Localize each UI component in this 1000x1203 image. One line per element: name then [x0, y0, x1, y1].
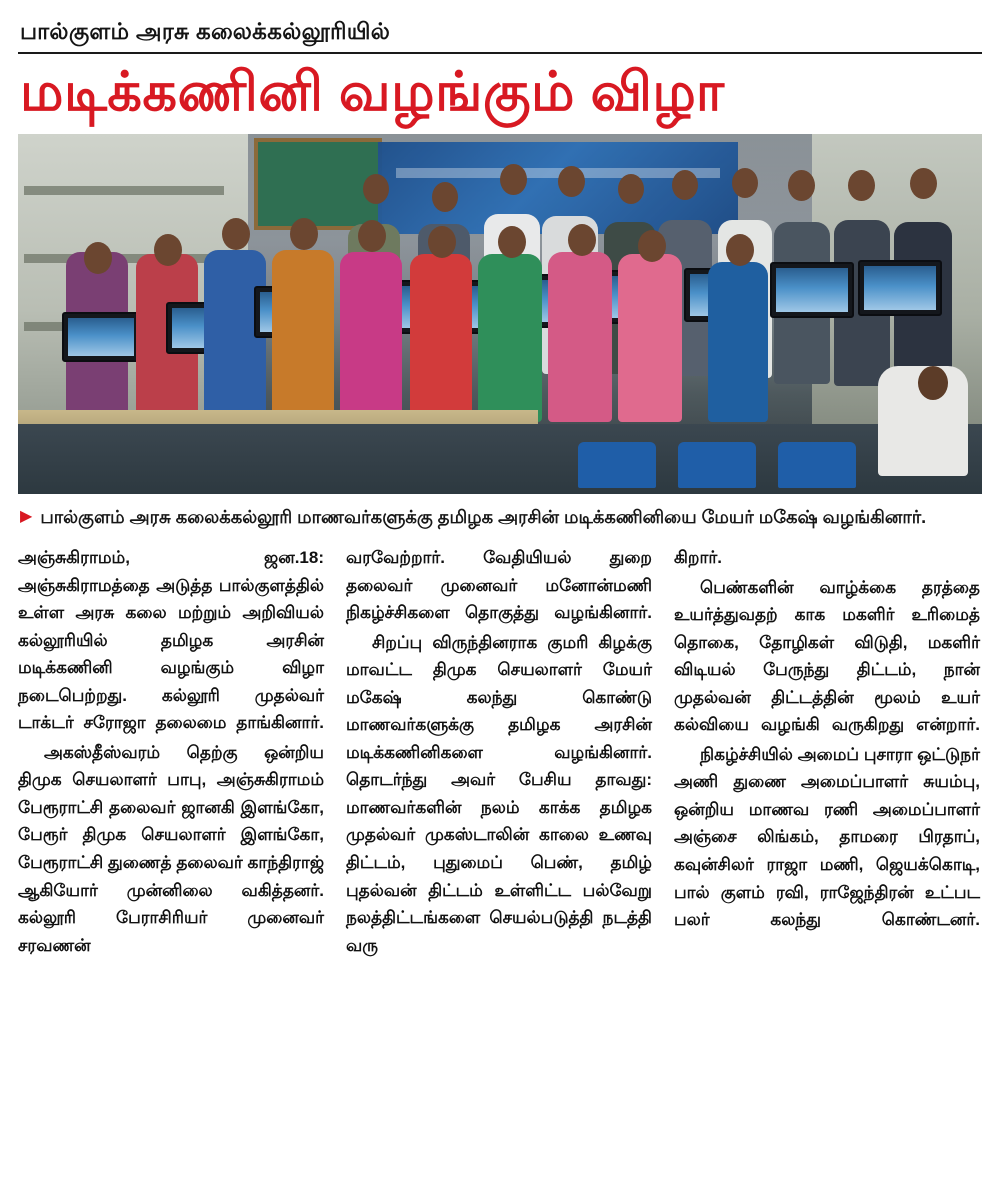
photo-person-head [726, 234, 754, 266]
article-headline: மடிக்கணினி வழங்கும் விழா [20, 61, 725, 122]
photo-person-head [618, 174, 644, 204]
article-dateline: அஞ்சுகிராமம், ஜன.18: [18, 548, 324, 568]
article-paragraph: பெண்களின் வாழ்க்கை தரத்தை உயர்த்துவதற் காக மகளிர் உரிமைத் தொகை, தோழிகள் விடுதி, மகளிர் விடியல் பேருந்து திட்டம், நான் முதல்வன் திட்டத்தின் மூலம் உயர் கல்வியை வழங்கி வருகிறது என்றார். [674, 577, 980, 735]
article-paragraph: கிறார். [674, 548, 722, 568]
photo-person-head [498, 226, 526, 258]
caption-bullet-icon: ▶ [20, 508, 33, 526]
photo-person-head [84, 242, 112, 274]
photo-person-head [788, 170, 815, 201]
article-paragraph: வரவேற்றார். வேதியியல் துறை தலைவர் முனைவர் மனோன்மணி நிகழ்ச்சிகளை தொகுத்து வழங்கினார். [346, 548, 652, 623]
photo-person [410, 254, 472, 422]
photo-person-head [500, 164, 527, 195]
photo-person [340, 252, 402, 422]
photo-chair [578, 442, 656, 488]
article-paragraph: நிகழ்ச்சியில் அமைப் புசாரா ஒட்டுநர் அணி துணை அமைப்பாளர் சுயம்பு, ஒன்றிய மாணவ ரணி அமைப்பாளர் அஞ்சை லிங்கம், தாமரை பிரதாப், கவுன்சிலர் ராஜா மணி, ஜெயக்கொடி, பால் குளம் ரவி, ராஜேந்திரன் உட்பட பலர் கலந்து கொண்டனர். [674, 744, 980, 930]
photo-person-head [290, 218, 318, 250]
article-photo [18, 134, 982, 494]
photo-person [548, 252, 612, 422]
article-kicker: பால்குளம் அரசு கலைக்கல்லூரியில் [20, 18, 391, 44]
article-paragraph: சிறப்பு விருந்தினராக குமரி கிழக்கு மாவட்ட திமுக செயலாளர் மேயர் மகேஷ் கலந்து கொண்டு மாணவர்களுக்கு தமிழக அரசின் மடிக்கணினிகளை வழங்கினார். தொடர்ந்து அவர் பேசிய தாவது: மாணவர்களின் நலம் காக்க தமிழக முதல்வர் முகஸ்டாலின் காலை உணவு திட்டம், புதுமைப் பெண், தமிழ் புதல்வன் திட்டம் உள்ளிட்ட பல்வேறு நலத்திட்டங்களை செயல்படுத்தி நடத்தி வரு [346, 632, 652, 955]
photo-person-head [910, 168, 937, 199]
photo-shelf [24, 186, 224, 195]
photo-person-head [363, 174, 389, 204]
photo-person-head [732, 168, 758, 198]
photo-person [478, 254, 542, 422]
article-column-2 [346, 544, 652, 959]
photo-laptop [770, 262, 854, 318]
article-column-1 [18, 544, 324, 959]
photo-person-head [558, 166, 585, 197]
photo-laptop [858, 260, 942, 316]
article-body [18, 544, 982, 959]
photo-person-head [672, 170, 698, 200]
photo-person-head [154, 234, 182, 266]
photo-laptop [62, 312, 140, 362]
header-divider [18, 52, 982, 54]
photo-person-head [568, 224, 596, 256]
photo-person [272, 250, 334, 422]
photo-chair [678, 442, 756, 488]
photo-person-head [432, 182, 458, 212]
photo-person-head [918, 366, 948, 400]
photo-person [708, 262, 768, 422]
article-paragraph [18, 544, 324, 737]
photo-background [18, 134, 982, 494]
photo-person-head [848, 170, 875, 201]
caption-text: பால்குளம் அரசு கலைக்கல்லூரி மாணவர்களுக்கு தமிழக அரசின் மடிக்கணினியை மேயர் மகேஷ் வழங்கினார். [40, 507, 927, 528]
photo-person-head [638, 230, 666, 262]
photo-person [618, 254, 682, 422]
photo-person-head [358, 220, 386, 252]
article-paragraph-text: அஞ்சுகிராமத்தை அடுத்த பால்குளத்தில் உள்ள அரசு கலை மற்றும் அறிவியல் கல்லூரியில் தமிழக அரசின் மடிக்கணினி வழங்கும் விழா நடைபெற்றது. கல்லூரி முதல்வர் டாக்டர் சரோஜா தலைமை தாங்கினார். [18, 575, 324, 733]
article-column-3 [674, 544, 980, 959]
photo-person-head [222, 218, 250, 250]
photo-person-head [428, 226, 456, 258]
article-paragraph: அகஸ்தீஸ்வரம் தெற்கு ஒன்றிய திமுக செயலாளர் பாபு, அஞ்சுகிராமம் பேரூராட்சி தலைவர் ஜானகி இளங்கோ, பேரூர் திமுக செயலாளர் இளங்கோ, பேரூராட்சி துணைத் தலைவர் காந்திராஜ் ஆகியோர் முன்னிலை வகித்தனர். கல்லூரி பேராசிரியர் முனைவர் சரவணன் [18, 742, 324, 955]
photo-chair [778, 442, 856, 488]
photo-caption [20, 504, 982, 530]
